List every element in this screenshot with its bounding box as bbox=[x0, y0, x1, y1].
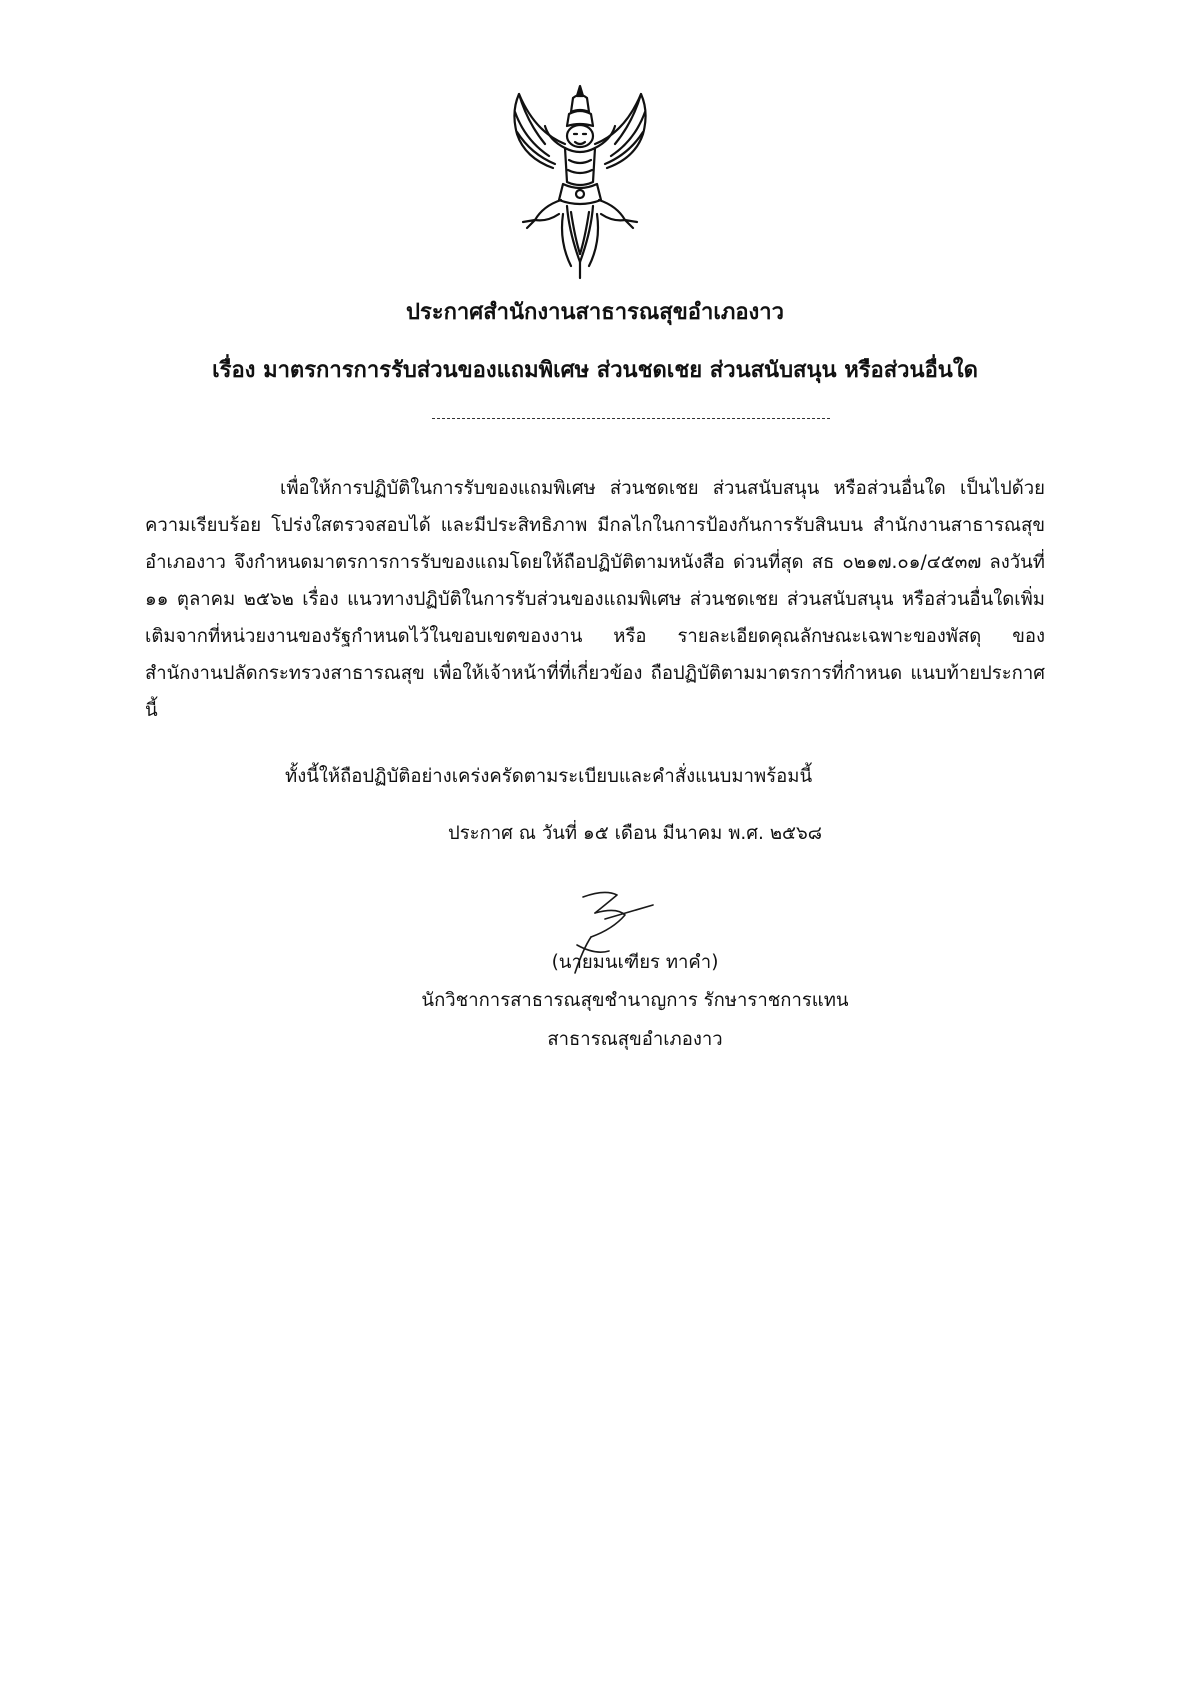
signer-position: นักวิชาการสาธารณสุขชำนาญการ รักษาราชการแทน bbox=[421, 990, 849, 1011]
announcement-date: ประกาศ ณ วันที่ ๑๕ เดือน มีนาคม พ.ศ. ๒๕๖๘ bbox=[447, 823, 823, 844]
document-title: ประกาศสำนักงานสาธารณสุขอำเภองาว bbox=[405, 300, 785, 325]
garuda-emblem-icon bbox=[505, 82, 655, 282]
title-divider bbox=[432, 418, 830, 419]
body-paragraph-1: เพื่อให้การปฏิบัติในการรับของแถมพิเศษ ส่วนชดเชย ส่วนสนับสนุน หรือส่วนอื่นใด เป็นไปด้วยความเรียบร้อย โปร่งใสตรวจสอบได้ และมีประสิทธิภาพ มีกลไกในการป้องกันการรับสินบน สำนักงานสาธารณสุขอำเภองาว จึงกำหนดมาตรการการรับของแถมโดยให้ถือปฏิบัติตามหนังสือ ด่วนที่สุด สธ ๐๒๑๗.๐๑/๔๕๓๗ ลงวันที่ ๑๑ ตุลาคม ๒๕๖๒ เรื่อง แนวทางปฏิบัติในการรับส่วนของแถมพิเศษ ส่วนชดเชย ส่วนสนับสนุน หรือส่วนอื่นใดเพิ่มเติมจากที่หน่วยงานของรัฐกำหนดไว้ในขอบเขตของงาน หรือ รายละเอียดคุณลักษณะเฉพาะของพัสดุ ของสำนักงานปลัดกระทรวงสาธารณสุข เพื่อให้เจ้าหน้าที่ที่เกี่ยวข้อง ถือปฏิบัติตามมาตรการที่กำหนด แนบท้ายประกาศนี้ bbox=[145, 478, 1045, 721]
body-paragraph-2: ทั้งนี้ให้ถือปฏิบัติอย่างเคร่งครัดตามระเบียบและคำสั่งแนบมาพร้อมนี้ bbox=[285, 766, 813, 787]
document-subject: เรื่อง มาตรการการรับส่วนของแถมพิเศษ ส่วนชดเชย ส่วนสนับสนุน หรือส่วนอื่นใด bbox=[212, 358, 978, 383]
signer-office: สาธารณสุขอำเภองาว bbox=[547, 1029, 723, 1050]
signer-name: (นายมนเฑียร ทาคำ) bbox=[551, 952, 719, 973]
